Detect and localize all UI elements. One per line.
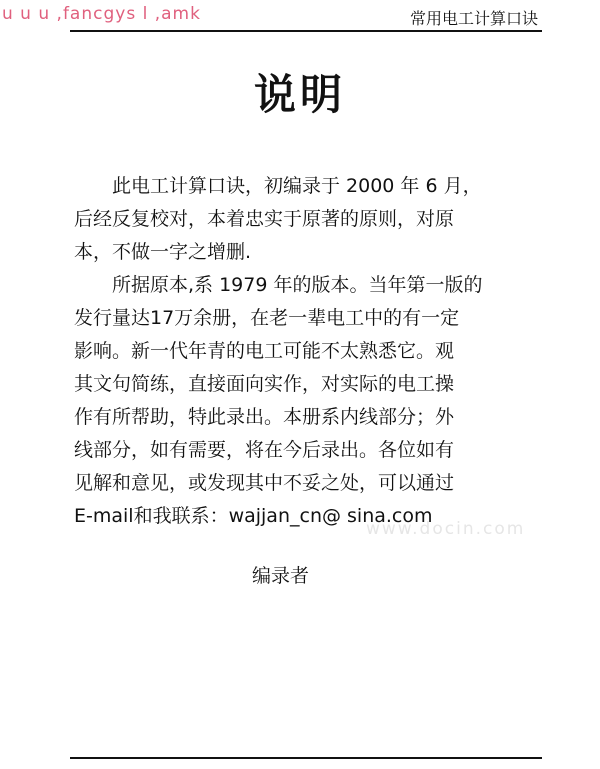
paragraph-line: 本，不做一字之增删. — [74, 241, 252, 263]
top-divider — [70, 30, 542, 32]
paragraph-line: 影响。新一代年青的电工可能不太熟悉它。观 — [74, 340, 455, 362]
faint-watermark-text: www.docin.com — [366, 519, 526, 539]
paragraph-line: 其文句简练，直接面向实作，对实际的电工操 — [74, 373, 455, 395]
bottom-divider — [70, 757, 542, 759]
paragraph-line: 所据原本,系 1979 年的版本。当年第一版的 — [112, 274, 483, 296]
paragraph-line: 发行量达17万余册，在老一辈电工中的有一定 — [74, 307, 460, 329]
paragraph-line: 见解和意见，或发现其中不妥之处，可以通过 — [74, 472, 455, 494]
page-title: 说明 — [253, 70, 346, 119]
watermark-url-text: u u u ,fancgys l ,amk — [2, 4, 201, 24]
running-header-title: 常用电工计算口诀 — [409, 9, 538, 28]
signature: 编录者 — [252, 565, 310, 587]
paragraph-line: 线部分，如有需要，将在今后录出。各位如有 — [74, 439, 455, 461]
paragraph-line: 此电工计算口诀，初编录于 2000 年 6 月， — [112, 175, 482, 197]
paragraph-line: 作有所帮助，特此录出。本册系内线部分；外 — [74, 406, 455, 428]
paragraph-line: 后经反复校对，本着忠实于原著的原则，对原 — [74, 208, 455, 230]
paragraph-line: E-mail和我联系：wajjan_cn@ sina.com — [74, 505, 433, 527]
body-text — [74, 170, 548, 533]
